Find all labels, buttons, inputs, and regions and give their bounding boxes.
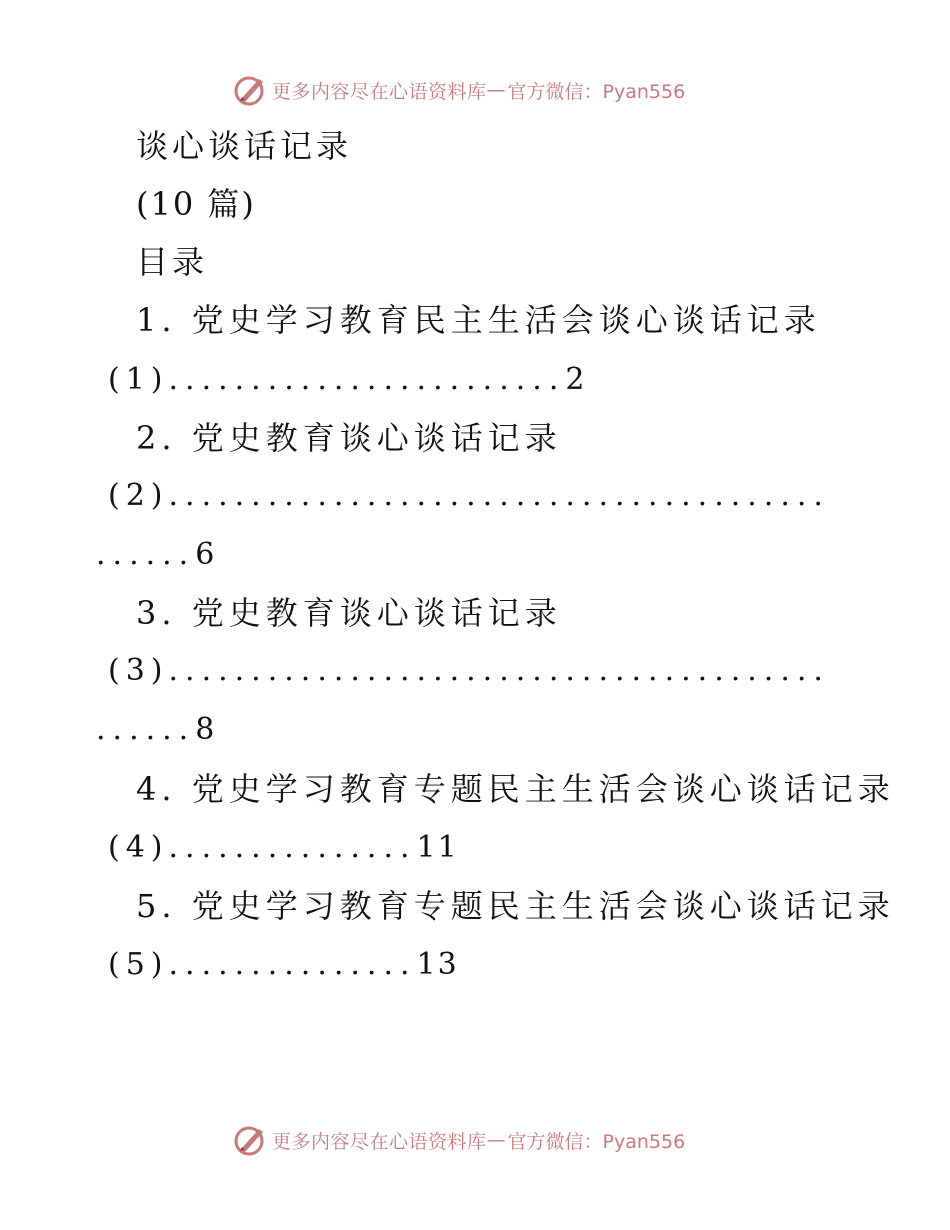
toc-entry-3-continuation[interactable] (96, 710, 216, 750)
watermark-dash: — (486, 1129, 506, 1151)
toc-entry-1-dots: ........................ (168, 362, 566, 397)
toc-entry-2-page: 6 (195, 537, 217, 572)
toc-entry-2-cont-dots: ...... (96, 537, 196, 572)
toc-entry-1-page: 2 (565, 362, 587, 397)
toc-entry-4-dots: ............... (168, 830, 417, 865)
toc-entry-3-dots: ........................................ (168, 653, 830, 688)
watermark-contact: 官方微信：Pyan556 (507, 1130, 686, 1153)
toc-entry-3-cont-dots: ...... (96, 712, 196, 747)
toc-entry-4-number: (4) (108, 830, 169, 865)
toc-entry-1-leader[interactable] (108, 360, 586, 400)
toc-entry-2-dots: ........................................ (168, 478, 830, 513)
toc-entry-3-page: 8 (195, 712, 217, 747)
toc-entry-1-number: (1) (108, 362, 169, 397)
toc-entry-5-title[interactable]: 5. 党史学习教育专题民主生活会谈心谈话记录 (136, 887, 895, 925)
toc-entry-5-dots: ............... (168, 947, 417, 982)
pen-logo-icon (232, 1122, 268, 1158)
toc-entry-4-title[interactable]: 4. 党史学习教育专题民主生活会谈心谈话记录 (136, 770, 895, 808)
header-watermark (232, 70, 732, 110)
toc-heading: 目录 (136, 243, 209, 281)
watermark-contact: 官方微信：Pyan556 (507, 80, 686, 103)
watermark-text: 更多内容尽在心语资料库 (272, 80, 487, 103)
toc-entry-3-title[interactable]: 3. 党史教育谈心谈话记录 (136, 594, 562, 632)
footer-watermark (232, 1120, 732, 1160)
toc-entry-5-number: (5) (108, 947, 169, 982)
toc-entry-4-page: 11 (416, 830, 459, 865)
document-title: 谈心谈话记录 (136, 127, 353, 165)
toc-entry-4-leader[interactable] (108, 828, 459, 868)
toc-entry-3-number: (3) (108, 653, 169, 688)
toc-entry-5-page: 13 (416, 947, 459, 982)
toc-entry-5-leader[interactable] (108, 945, 459, 985)
toc-entry-2-leader[interactable] (108, 476, 830, 516)
document-subtitle: (10 篇) (136, 185, 256, 223)
toc-entry-2-number: (2) (108, 478, 169, 513)
watermark-dash: — (486, 79, 506, 101)
toc-entry-1-title[interactable]: 1. 党史学习教育民主生活会谈心谈话记录 (136, 301, 821, 339)
toc-entry-2-title[interactable]: 2. 党史教育谈心谈话记录 (136, 419, 562, 457)
watermark-text: 更多内容尽在心语资料库 (272, 1130, 487, 1153)
toc-entry-3-leader[interactable] (108, 651, 830, 691)
pen-logo-icon (232, 72, 268, 108)
toc-entry-2-continuation[interactable] (96, 535, 216, 575)
